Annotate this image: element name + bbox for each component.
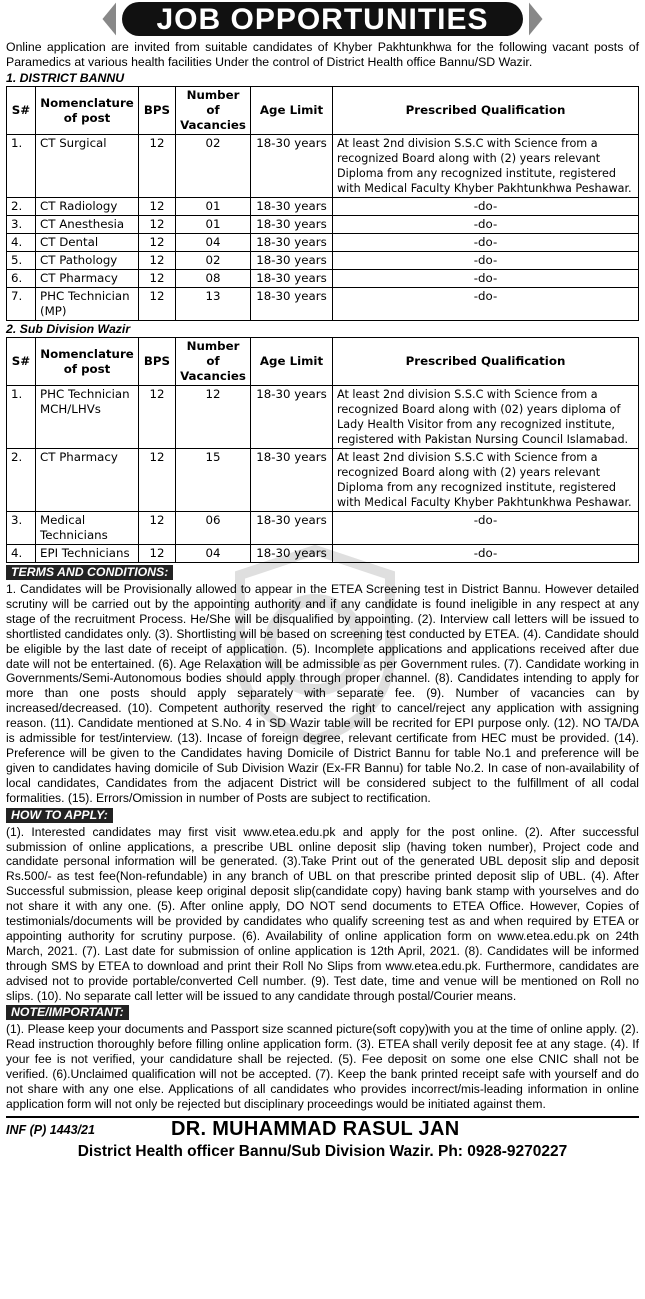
cell-bps: 12 (139, 216, 176, 234)
cell-post: CT Dental (36, 234, 139, 252)
cell-age: 18-30 years (251, 512, 333, 545)
cell-vacancies: 13 (176, 288, 251, 321)
footer (6, 1116, 639, 1142)
cell-bps: 12 (139, 270, 176, 288)
cell-age: 18-30 years (251, 198, 333, 216)
terms-heading: TERMS AND CONDITIONS: (6, 565, 173, 580)
header-bps: BPS (139, 87, 176, 135)
cell-qualification: At least 2nd division S.S.C with Science from a recognized Board along with (02) years diploma of Lady Health Visitor from any recognized institute, registered with Pakistan Nursing Council Islamabad. (333, 386, 639, 449)
header-qualification: Prescribed Qualification (333, 338, 639, 386)
cell-post: PHC Technician MCH/LHVs (36, 386, 139, 449)
header-bps: BPS (139, 338, 176, 386)
cell-bps: 12 (139, 449, 176, 512)
cell-sno: 4. (7, 234, 36, 252)
cell-sno: 4. (7, 545, 36, 563)
cell-post: CT Pharmacy (36, 449, 139, 512)
cell-qualification: -do- (333, 198, 639, 216)
banner-right-arrow-icon (529, 2, 543, 36)
section-title-sub-division-wazir: 2. Sub Division Wazir (6, 322, 131, 336)
cell-age: 18-30 years (251, 252, 333, 270)
cell-age: 18-30 years (251, 288, 333, 321)
table-row (7, 270, 639, 288)
cell-bps: 12 (139, 512, 176, 545)
cell-age: 18-30 years (251, 234, 333, 252)
office-contact: District Health officer Bannu/Sub Division Wazir. Ph: 0928-9270227 (77, 1142, 568, 1160)
cell-age: 18-30 years (251, 270, 333, 288)
cell-sno: 7. (7, 288, 36, 321)
cell-bps: 12 (139, 135, 176, 198)
cell-post: CT Pathology (36, 252, 139, 270)
cell-post: CT Anesthesia (36, 216, 139, 234)
intro-text: Online application are invited from suitable candidates of Khyber Pakhtunkhwa for the following vacant posts of Paramedics at various health facilities Under the control of District Health office Bannu/SD Wazir. (6, 40, 639, 69)
cell-bps: 12 (139, 252, 176, 270)
sub-division-wazir-table (6, 337, 639, 563)
cell-age: 18-30 years (251, 386, 333, 449)
banner-title: JOB OPPORTUNITIES (156, 3, 489, 36)
cell-sno: 1. (7, 386, 36, 449)
cell-vacancies: 01 (176, 216, 251, 234)
cell-sno: 3. (7, 216, 36, 234)
cell-vacancies: 02 (176, 252, 251, 270)
how-to-apply-heading: HOW TO APPLY: (6, 808, 113, 823)
cell-age: 18-30 years (251, 135, 333, 198)
header-age: Age Limit (251, 338, 333, 386)
inf-number: INF (P) 1443/21 (6, 1122, 95, 1137)
section-title-district-bannu: 1. DISTRICT BANNU (6, 71, 125, 85)
header-vacancies: Number of Vacancies (176, 87, 251, 135)
table-row (7, 216, 639, 234)
cell-qualification: At least 2nd division S.S.C with Science from a recognized Board along with (2) years relevant Diploma from any recognized institute, registered with Medical Faculty Khyber Pakhtunkhwa Peshawar. (333, 135, 639, 198)
cell-post: Medical Technicians (36, 512, 139, 545)
cell-sno: 3. (7, 512, 36, 545)
cell-qualification: At least 2nd division S.S.C with Science from a recognized Board along with (2) years relevant Diploma from any recognized institute, registered with Medical Faculty Khyber Pakhtunkhwa Peshawar. (333, 449, 639, 512)
terms-text: 1. Candidates will be Provisionally allowed to appear in the ETEA Screening test in District Bannu. However detailed scrutiny will be carried out by the appointing authority and if any candidate is found ineligible in any respect at any stage of the recruitment Process. He/She will be disqualified by appointing. (2). Interview call letters will be issued to shortlisted candidates only. (3). Shortlisting will be based on screening test conducted by ETEA. (4). Candidate should be eligible by the last date of receipt of application. (5). Incomplete applications and applications received after due date will not be entertained. (6). Age Relaxation will be admissible as per Government rules. (7). Candidate working in Governments/Semi-Autonomous bodies should apply through proper channel. (8). Candidates intending to apply for more than one posts should apply separately with separate fee. (9). Number of vacancies can by increased/decreased. (10). Competent authority reserved the right to cancel/reject any application with assigning reason. (11). Candidate mentioned at S.No. 4 in SD Wazir table will be recrited for EPI purpose only. (12). NO TA/DA is admissible for test/interview. (13). Incase of foreign degree, relevant certificate from HEC must be provided. (14). Preference will be given to the Candidates having Domicile of District Bannu for table No.1 and preference will be given to candidates having domicile of Sub Division Wazir (Ex-FR Bannu) for table No.2. In case of non-availability of local candidates, Candidates from the adjacent District will be considered subject to the fulfillment of all codal formalities. (15). Errors/Omission in number of Posts are subject to rectification. (6, 582, 639, 805)
header-qualification: Prescribed Qualification (333, 87, 639, 135)
header-sno: S# (7, 87, 36, 135)
header-post: Nomenclature of post (36, 87, 139, 135)
table-row (7, 234, 639, 252)
cell-vacancies: 15 (176, 449, 251, 512)
cell-age: 18-30 years (251, 449, 333, 512)
district-bannu-table (6, 86, 639, 321)
watermark-logo-icon (230, 545, 400, 745)
cell-qualification: -do- (333, 512, 639, 545)
signer-name: DR. MUHAMMAD RASUL JAN (171, 1118, 460, 1141)
how-to-apply-text: (1). Interested candidates may first visit www.etea.edu.pk and apply for the post online. (2). After successful submission of online applications, a prescribe UBL online deposit slip (having token number), Project code and candidate personal information will be generated. (3).Take Print out of the generated UBL deposit slip and deposit Rs.500/- as test fee(Non-refundable) in any branch of UBL on that prescribe printed deposit slip of UBL. (4). After Successful submission, please keep original deposit slip(candidate copy) having bank stamp with yourselves and do not share it with any one. (5). After online apply, DO NOT send documents to ETEA Office. However, Copies of testimonials/documents will be provided by candidates who qualify screening test as and when required by ETEA or appointing authority for scrutiny purpose. (6). Availability of online application form on www.etea.edu.pk on 24th March, 2021. (7). Last date for submission of online application is 12th April, 2021. (8). Candidates will be informed through SMS by ETEA to download and print their Roll No Slips from www.etea.edu.pk. Furthermore, candidates are advised not to provide portable/converted Cell number. (9). Test date, time and venue will be mentioned on Roll no slips. (10). No separate call letter will be issued to any candidate through postal/Courier means. (6, 824, 639, 1003)
cell-qualification: -do- (333, 545, 639, 563)
cell-qualification: -do- (333, 288, 639, 321)
cell-sno: 5. (7, 252, 36, 270)
cell-qualification: -do- (333, 270, 639, 288)
table-header-row (7, 338, 639, 386)
cell-qualification: -do- (333, 216, 639, 234)
note-heading: NOTE/IMPORTANT: (6, 1005, 129, 1020)
cell-sno: 2. (7, 449, 36, 512)
table-row (7, 198, 639, 216)
header-vacancies: Number of Vacancies (176, 338, 251, 386)
banner-left-arrow-icon (102, 2, 116, 36)
table-row (7, 512, 639, 545)
note-text: (1). Please keep your documents and Passport size scanned picture(soft copy)with you at the time of online apply. (2). Read instruction thoroughly before filling online application form. (3). ETEA shall verily deposit fee at any stage. (4). If your fee is not verified, your candidature shall be rejected. (5). Fee deposit on some one else CNIC shall not be verified. (6).Unclaimed qualification will not be accepted. (7). Keep the bank printed receipt safe with yourself and do not share with any one else. Applications of all candidates who provides incorrect/mis-leading information in online application form will not only be rejected but disciplinary proceedings would be initiated against them. (6, 1022, 639, 1111)
cell-vacancies: 04 (176, 545, 251, 563)
cell-vacancies: 12 (176, 386, 251, 449)
cell-vacancies: 02 (176, 135, 251, 198)
cell-bps: 12 (139, 234, 176, 252)
header-sno: S# (7, 338, 36, 386)
cell-sno: 6. (7, 270, 36, 288)
header-post: Nomenclature of post (36, 338, 139, 386)
cell-qualification: -do- (333, 252, 639, 270)
table-row (7, 135, 639, 198)
cell-vacancies: 01 (176, 198, 251, 216)
cell-age: 18-30 years (251, 545, 333, 563)
table-row (7, 288, 639, 321)
cell-post: CT Surgical (36, 135, 139, 198)
table-row (7, 386, 639, 449)
cell-age: 18-30 years (251, 216, 333, 234)
table-header-row (7, 87, 639, 135)
cell-bps: 12 (139, 198, 176, 216)
cell-post: EPI Technicians (36, 545, 139, 563)
cell-sno: 1. (7, 135, 36, 198)
cell-vacancies: 04 (176, 234, 251, 252)
cell-bps: 12 (139, 545, 176, 563)
cell-post: CT Radiology (36, 198, 139, 216)
cell-qualification: -do- (333, 234, 639, 252)
cell-sno: 2. (7, 198, 36, 216)
banner-title-box (122, 2, 522, 36)
cell-vacancies: 08 (176, 270, 251, 288)
cell-post: CT Pharmacy (36, 270, 139, 288)
table-row (7, 252, 639, 270)
cell-bps: 12 (139, 288, 176, 321)
table-row (7, 449, 639, 512)
cell-vacancies: 06 (176, 512, 251, 545)
header-age: Age Limit (251, 87, 333, 135)
cell-post: PHC Technician (MP) (36, 288, 139, 321)
banner (6, 0, 639, 38)
cell-bps: 12 (139, 386, 176, 449)
